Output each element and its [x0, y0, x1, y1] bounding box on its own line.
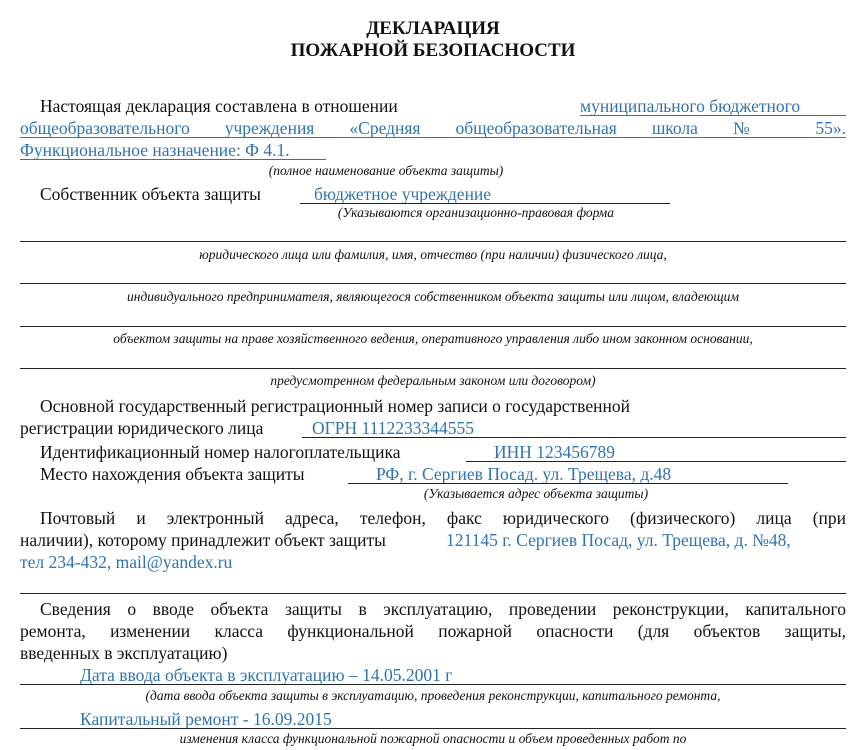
commissioning-repair-rule — [20, 728, 846, 729]
hint-object-name: (полное наименование объекта защиты) — [268, 163, 504, 178]
commissioning-date-value: Дата ввода объекта в эксплуатацию – 14.05.2001 г — [80, 665, 453, 685]
intro-value-line3: Функциональное назначение: Ф 4.1. — [20, 140, 290, 160]
owner-hint-1: (Указываются организационно-правовая форма — [337, 205, 615, 220]
inn-label: Идентификационный номер налогоплательщика — [40, 442, 401, 462]
ogrn-value: ОГРН 1112233344555 — [312, 418, 474, 438]
intro-lead: Настоящая декларация составлена в отношении — [40, 96, 398, 116]
owner-value: бюджетное учреждение — [314, 184, 492, 204]
owner-rule-4 — [20, 368, 846, 369]
ogrn-label-line2: регистрации юридического лица — [20, 418, 264, 438]
postal-line1: Почтовый и электронный адреса, телефон, факс юридического (физического) лица (при — [40, 508, 846, 528]
owner-hint-2: юридического лица или фамилия, имя, отчество (при наличии) физического лица, — [199, 247, 667, 262]
intro-underline-1 — [580, 115, 846, 116]
postal-rule — [20, 593, 846, 594]
commissioning-date-rule — [20, 684, 846, 685]
owner-hint-3: индивидуального предпринимателя, являющегося собственником объекта защиты или лицом, владеющим — [127, 289, 739, 304]
commissioning-hint-1: (дата ввода объекта защиты в эксплуатацию, проведения реконструкции, капитального ремонта, — [145, 688, 721, 703]
ogrn-underline — [302, 437, 846, 438]
postal-line2-label: наличии), которому принадлежит объект защиты — [20, 530, 386, 550]
inn-underline — [466, 461, 846, 462]
owner-label: Собственник объекта защиты — [40, 184, 261, 204]
intro-value-line2: общеобразовательного учреждения «Средняя общеобразовательная школа № 55». — [20, 118, 846, 138]
location-value: РФ, г. Сергиев Посад. ул. Трещева, д.48 — [376, 464, 672, 484]
owner-hint-4: объектом защиты на праве хозяйственного ведения, оперативного управления либо ином законном основании, — [113, 331, 753, 346]
ogrn-label-line1: Основной государственный регистрационный номер записи о государственной — [40, 396, 630, 416]
intro-underline-3 — [20, 159, 326, 160]
intro-underline-2 — [20, 137, 846, 138]
owner-underline — [300, 203, 670, 204]
location-hint: (Указывается адрес объекта защиты) — [423, 486, 649, 501]
commissioning-line3: введенных в эксплуатацию) — [20, 643, 228, 663]
owner-rule-1 — [20, 241, 846, 242]
location-underline — [348, 483, 788, 484]
postal-line3-value: тел 234-432, mail@yandex.ru — [20, 552, 233, 572]
document-title-line2: ПОЖАРНОЙ БЕЗОПАСНОСТИ — [290, 40, 576, 61]
commissioning-hint-2: изменения класса функциональной пожарной опасности и объем проведенных работ по — [179, 731, 687, 746]
document-title-line1: ДЕКЛАРАЦИЯ — [366, 18, 500, 39]
commissioning-repair-value: Капитальный ремонт - 16.09.2015 — [80, 709, 332, 729]
commissioning-line1: Сведения о вводе объекта защиты в эксплуатацию, проведении реконструкции, капитального — [40, 599, 846, 619]
owner-hint-5: предусмотренном федеральным законом или договором) — [270, 373, 596, 388]
postal-line2-value: 121145 г. Сергиев Посад, ул. Трещева, д. №48, — [446, 530, 791, 550]
commissioning-line2: ремонта, изменении класса функциональной пожарной опасности (для объектов защиты, — [20, 621, 846, 641]
owner-rule-3 — [20, 326, 846, 327]
inn-value: ИНН 123456789 — [494, 442, 616, 462]
intro-value-line1: муниципального бюджетного — [580, 96, 801, 116]
owner-rule-2 — [20, 283, 846, 284]
location-label: Место нахождения объекта защиты — [40, 464, 305, 484]
